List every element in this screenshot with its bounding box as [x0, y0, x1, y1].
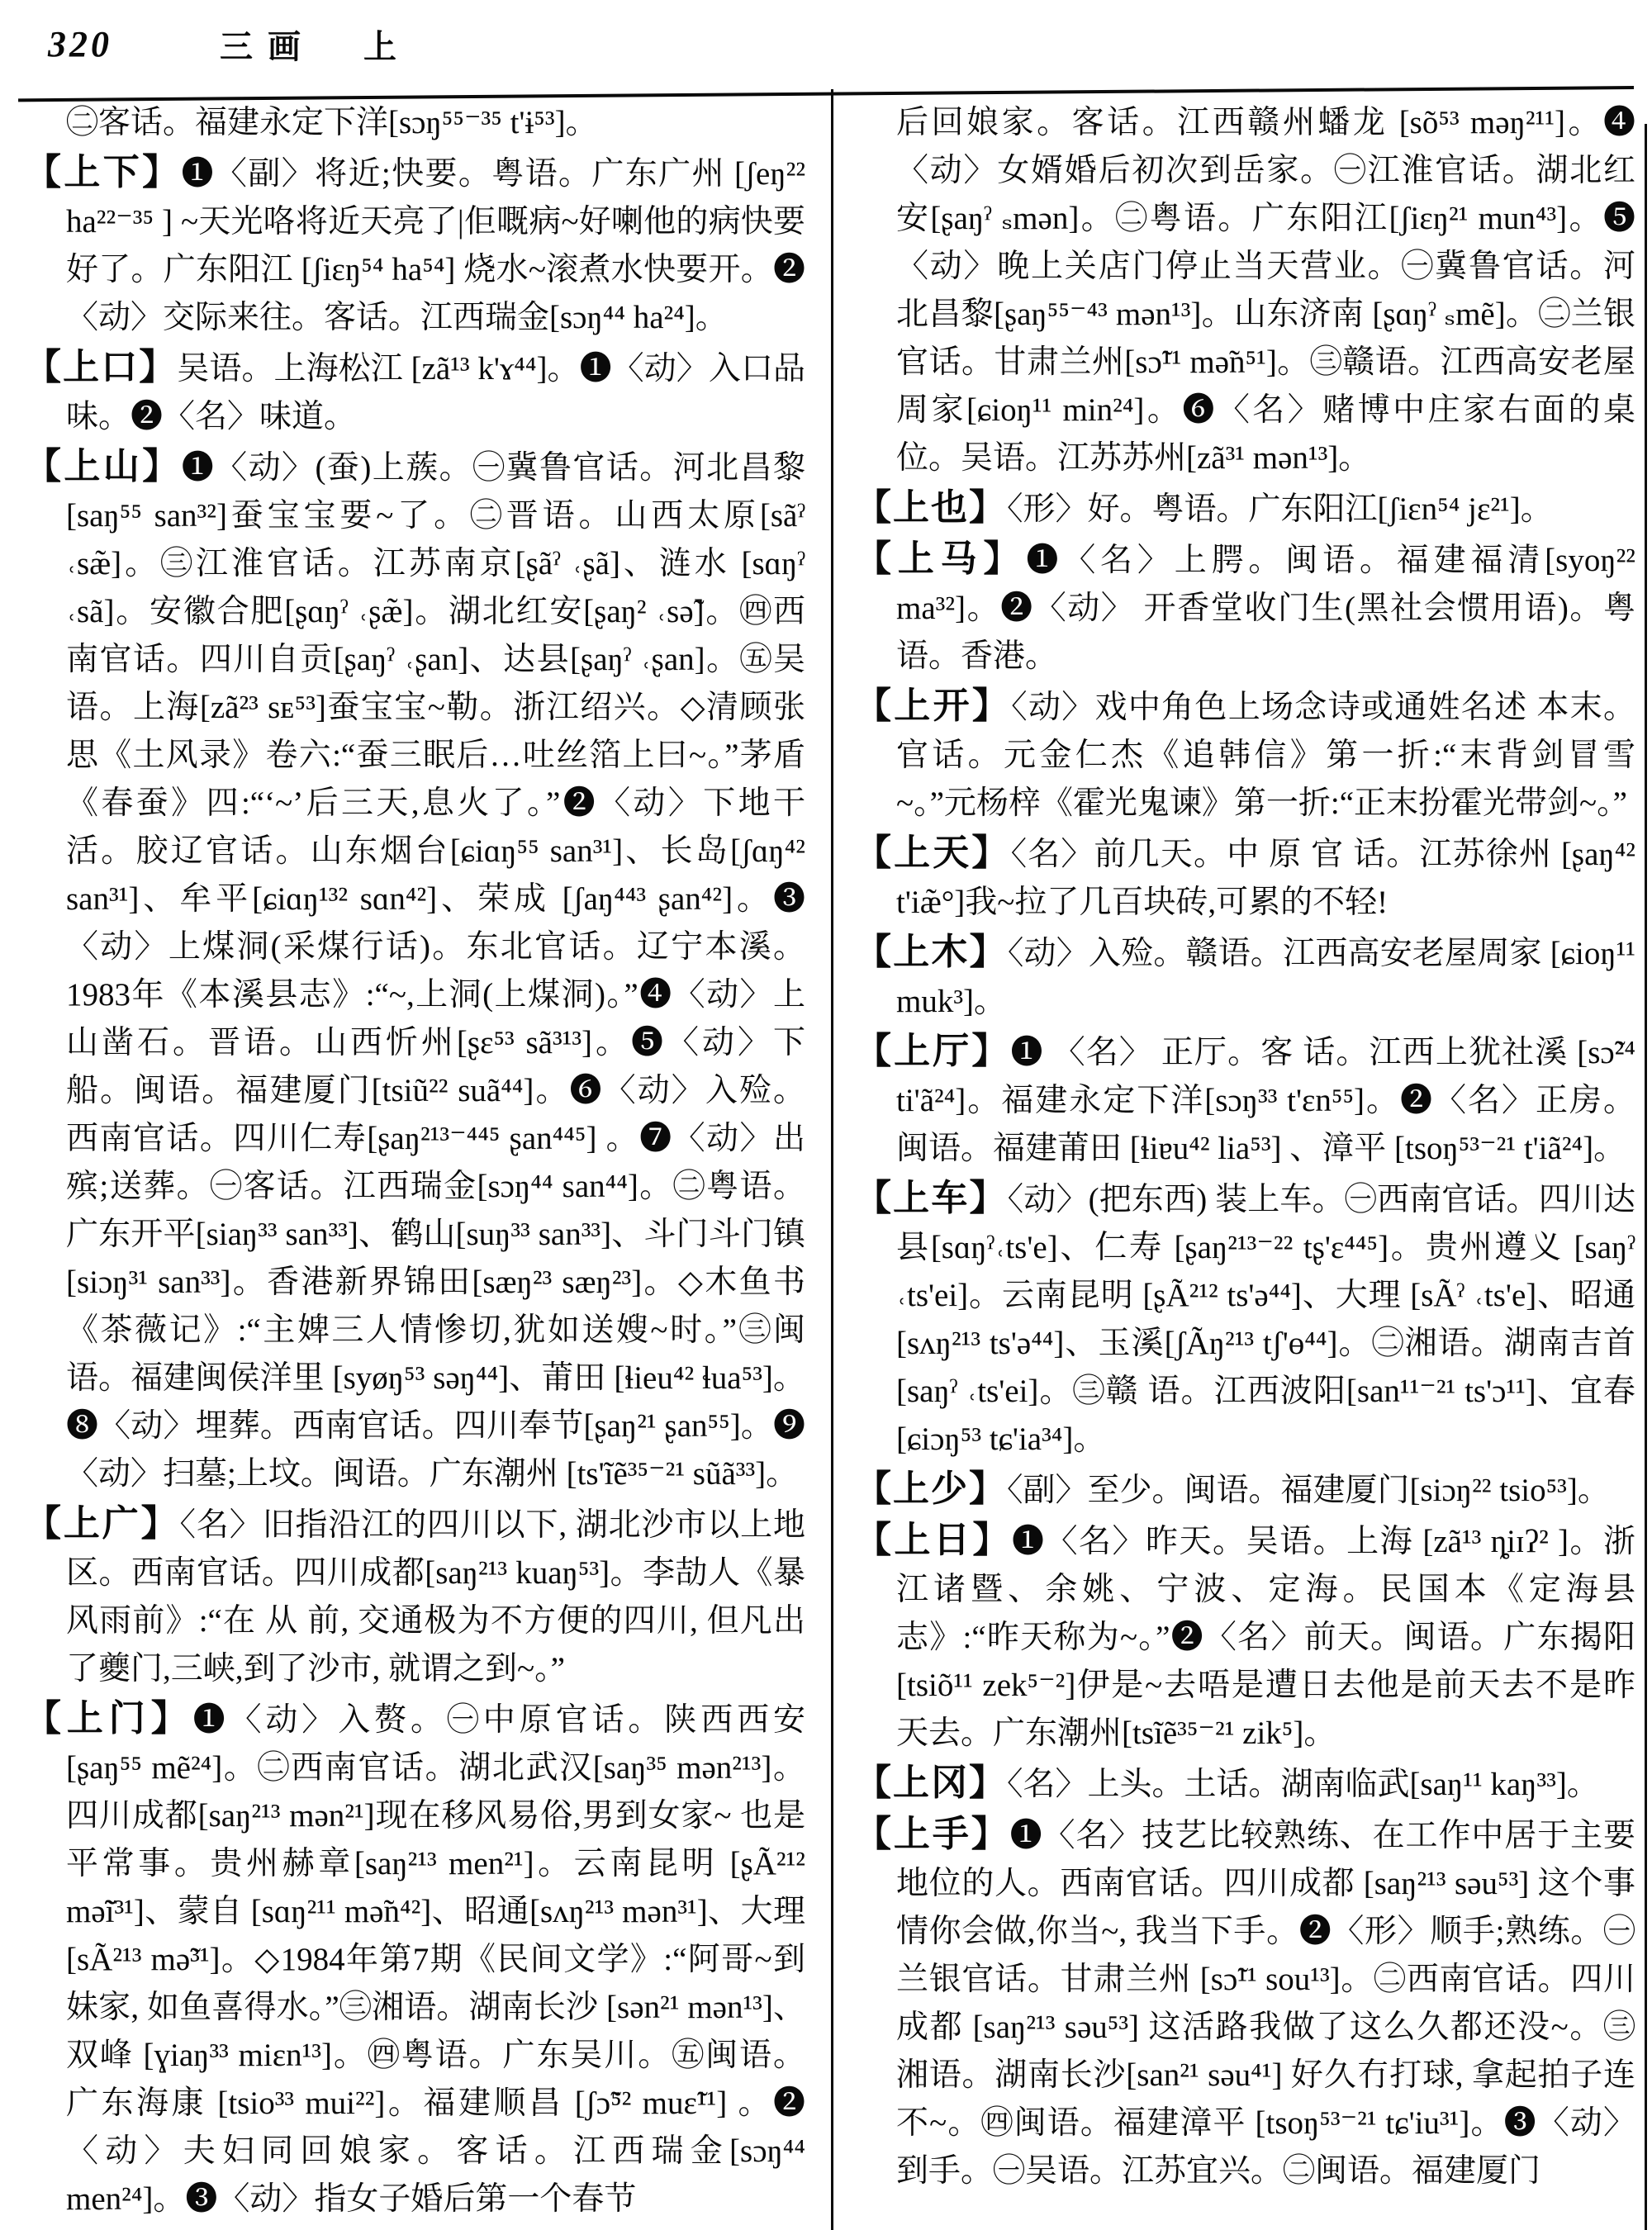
dict-entry: [855, 1810, 1635, 2195]
dict-entry: [855, 484, 1635, 534]
entry-body: ❶〈名〉上腭。闽语。福建福清[syoŋ²² ma³²]。❷〈动〉 开香堂收门生(黑社会惯用语)。粤语。香港。: [896, 543, 1636, 674]
dict-entry: [25, 149, 805, 342]
headword: 【上天】: [855, 833, 1011, 873]
dict-entry: [25, 1500, 805, 1693]
dict-entry: [855, 1759, 1635, 1809]
dict-entry: [855, 1027, 1635, 1173]
entry-continuation: [855, 99, 1635, 482]
dict-entry: [855, 682, 1635, 828]
headword: 【上马】: [855, 539, 1027, 579]
entry-body: ❶〈副〉将近;快要。粤语。广东广州 [ʃeŋ²² ha²²⁻³⁵ ] ~天光咯将近天亮了|佢嘅病~好喇他的病快要好了。广东阳江 [ʃiɛŋ⁵⁴ ha⁵⁴] 烧水~滚煮水快要开。❷〈动〉交际来往。客话。江西瑞金[sɔŋ⁴⁴ ha²⁴]。: [66, 156, 806, 335]
text-columns: [25, 99, 1635, 2225]
continuation-text: ㊁客话。福建永定下洋[sɔŋ⁵⁵⁻³⁵ t'ɨ⁵³]。: [66, 105, 598, 140]
headword: 【上开】: [855, 686, 1012, 726]
headword: 【上车】: [855, 1178, 1008, 1218]
dict-entry: [855, 1516, 1635, 1758]
headword: 【上口】: [25, 347, 178, 387]
dict-entry: [25, 1695, 805, 2223]
entry-body: 〈名〉旧指沿江的四川以下, 湖北沙市以上地区。西南官话。四川成都[saŋ²¹³ kuaŋ⁵³]。李劼人《暴风雨前》:“在 从 前, 交通极为不方便的四川, 但凡出了夔门,三峡,到了沙市, 就谓之到~。”: [66, 1507, 805, 1687]
page-number: 320: [48, 23, 112, 64]
entry-body: 〈形〉好。粤语。广东阳江[ʃiɛn⁵⁴ jɛ²¹]。: [1007, 491, 1553, 527]
entry-body: ❶〈名〉技艺比较熟练、在工作中居于主要地位的人。西南官话。四川成都 [saŋ²¹³ səu⁵³] 这个事情你会做,你当~, 我当下手。❷〈形〉顺手;熟练。㊀兰银官话。甘肃兰州 [sɔ̃¹¹ sou¹³]。㊁西南官话。四川成都 [saŋ²¹³ səu⁵³] 这活路我做了这么久都还没~。㊂湘语。湖南长沙[san²¹ səu⁴¹] 好久冇打球, 拿起拍子连不~。㊃闽语。福建漳平 [tsoŋ⁵³⁻²¹ tɕ'iu³¹]。❸〈动〉到手。㊀吴语。江苏宜兴。㊁闽语。福建厦门: [896, 1818, 1635, 2189]
page-edge-line: [1645, 124, 1647, 2230]
section-title: 三画 上: [220, 27, 411, 65]
headword: 【上日】: [855, 1520, 1013, 1560]
page-header: [48, 15, 1635, 73]
entry-body: ❶〈动〉(蚕)上蔟。㊀冀鲁官话。河北昌黎[saŋ⁵⁵ san³²]蚕宝宝要~了。㊁晋语。山西太原[sãˀ ˓sæ̃]。㊂江淮官话。江苏南京[ʂãˀ ˓ʂã]、涟水 [sɑŋˀ ˓sã]。安徽合肥[ʂɑŋˀ ˓ʂæ̃]。湖北红安[ʂaŋ² ˓sə̃]。㊃西南官话。四川自贡[ʂaŋˀ ˓ʂan]、达县[ʂaŋˀ ˓ʂan]。㊄吴语。上海[zã²³ sᴇ⁵³]蚕宝宝~勒。浙江绍兴。◇清顾张思《土风录》卷六:“蚕三眠后…吐丝箔上曰~。”茅盾《春蚕》四:“‘~’后三天,息火了。”❷〈动〉下地干活。胶辽官话。山东烟台[ɕiɑŋ⁵⁵ san³¹]、长岛[ʃɑŋ⁴² san³¹]、牟平[ɕiɑŋ¹³² sɑn⁴²]、荣成 [ʃaŋ⁴⁴³ ʂan⁴²]。❸〈动〉上煤洞(采煤行话)。东北官话。辽宁本溪。1983年《本溪县志》:“~,上洞(上煤洞)。”❹〈动〉上山凿石。晋语。山西忻州[ʂɛ⁵³ sã³¹³]。❺〈动〉下船。闽语。福建厦门[tsiũ²² suã⁴⁴]。❻〈动〉入殓。西南官话。四川仁寿[ʂaŋ²¹³⁻⁴⁴⁵ ʂan⁴⁴⁵] 。❼〈动〉出殡;送葬。㊀客话。江西瑞金[sɔŋ⁴⁴ san⁴⁴]。㊁粤语。广东开平[siaŋ³³ san³³]、鹤山[suŋ³³ san³³]、斗门斗门镇[siɔŋ³¹ san³³]。香港新界锦田[sæŋ²³ sæŋ²³]。◇木鱼书《茶薇记》:“主婢三人情惨切,犹如送嫂~时。”㊂闽语。福建闽侯洋里 [syøŋ⁵³ səŋ⁴⁴]、莆田 [ɬieu⁴² ɬua⁵³]。❽〈动〉埋葬。西南官话。四川奉节[ʂaŋ²¹ ʂan⁵⁵]。❾〈动〉扫墓;上坟。闽语。广东潮州 [ts'ĩẽ³⁵⁻²¹ sũã³³]。: [66, 450, 805, 1492]
dict-entry: [25, 443, 805, 1498]
headword: 【上少】: [855, 1468, 1007, 1509]
headword: 【上门】: [25, 1698, 193, 1739]
headword: 【上厅】: [855, 1031, 1011, 1071]
entry-body: 吴语。上海松江 [zã¹³ k'ɤ⁴⁴]。❶〈动〉入口品味。❷〈名〉味道。: [66, 351, 806, 434]
entry-body: 〈名〉前几天。中 原 官 话。江苏徐州 [ʂaŋ⁴² t'iæ̃°]我~拉了几百块砖,可累的不轻!: [896, 837, 1635, 920]
entry-body: ❶〈动〉入赘。㊀中原官话。陕西西安 [ʂaŋ⁵⁵ mẽ²⁴]。㊁西南官话。湖北武汉[saŋ³⁵ mən²¹³]。四川成都[saŋ²¹³ mən²¹]现在移风易俗,男到女家~ 也是平常事。贵州赫章[saŋ²¹³ men²¹]。云南昆明 [ʂÃ²¹² mə̃ĩ³¹]、蒙自 [sɑŋ²¹¹ mə̃n⁴²]、昭通[sʌŋ²¹³ mən³¹]、大理[sÃ²¹³ mə̃³¹]。◇1984年第7期《民间文学》:“阿哥~到妹家, 如鱼喜得水。”㊂湘语。湖南长沙 [sən²¹ mən¹³]、双峰 [ɣiaŋ³³ miɛn¹³]。㊃粤语。广东吴川。㊄闽语。广东海康 [tsio³³ mui²²]。福建顺昌 [ʃɔ̃⁵² muɛ̃¹¹] 。❷〈动〉夫妇同回娘家。客话。江西瑞金[sɔŋ⁴⁴ men²⁴]。❸〈动〉指女子婚后第一个春节: [66, 1702, 805, 2217]
headword: 【上也】: [855, 487, 1007, 528]
entry-body: 〈动〉戏中角色上场念诗或通姓名述 本末。官话。元金仁杰《追韩信》第一折:“末背剑冒雪~。”元杨梓《霍光鬼谏》第一折:“正末扮霍光带剑~。”: [896, 690, 1635, 821]
dict-entry: [855, 829, 1635, 927]
continuation-text: 后回娘家。客话。江西赣州蟠龙 [sõ⁵³ məŋ²¹¹]。❹〈动〉女婿婚后初次到岳家。㊀江淮官话。湖北红安[ʂaŋˀ ₛmən]。㊁粤语。广东阳江[ʃiɛŋ²¹ mun⁴³]。❺〈动〉晚上关店门停止当天营业。㊀冀鲁官话。河北昌黎[ʂaŋ⁵⁵⁻⁴³ mən¹³]。山东济南 [ʂɑŋˀ ₛmẽ]。㊁兰银官话。甘肃兰州[sɔ̃¹¹ mə̃n⁵¹]。㊂赣语。江西高安老屋周家[ɕioŋ¹¹ min²⁴]。❻〈名〉赌博中庄家右面的桌位。吴语。江苏苏州[zã³¹ mən¹³]。: [896, 105, 1635, 476]
headword: 【上木】: [855, 932, 1008, 972]
dict-entry: [855, 1465, 1635, 1515]
left-column: [25, 99, 805, 2225]
headword: 【上广】: [25, 1503, 180, 1544]
entry-body: ❶〈名〉昨天。吴语。上海 [zã¹³ ȵiɪʔ² ]。浙江诸暨、余姚、宁波、定海。民国本《定海县志》:“昨天称为~。”❷〈名〉前天。闽语。广东揭阳 [tsiõ¹¹ zek⁵⁻²]伊是~去唔是遭日去他是前天去不是昨天去。广东潮州[tsĩẽ³⁵⁻²¹ zik⁵]。: [896, 1524, 1636, 1751]
dict-entry: [855, 535, 1635, 681]
headword: 【上下】: [25, 152, 182, 192]
entry-body: ❶ 〈名〉 正厅。客 话。江西上犹社溪 [sɔ̃²⁴ ti'ã²⁴]。福建永定下洋[sɔŋ³³ t'ɛn⁵⁵]。❷〈名〉正房。闽语。福建莆田 [ɬiɐu⁴² lia⁵³] 、漳平 [tsoŋ⁵³⁻²¹ t'iã²⁴]。: [896, 1035, 1636, 1166]
headword: 【上手】: [855, 1814, 1010, 1854]
dict-entry: [855, 1174, 1635, 1464]
right-column: [855, 99, 1635, 2225]
headword: 【上冈】: [855, 1763, 1007, 1803]
dict-entry: [855, 928, 1635, 1026]
entry-body: 〈动〉(把东西) 装上车。㊀西南官话。四川达县[sɑŋˀ˓ts'e]、仁寿 [ʂaŋ²¹³⁻²² tʂ'ɛ⁴⁴⁵]。贵州遵义 [saŋˀ ˓ts'ei]。云南昆明 [ʂÃ²¹² ts'ə⁴⁴]、大理 [sÃˀ ˓ts'e]、昭通[sʌŋ²¹³ ts'ə⁴⁴]、玉溪[ʃÃŋ²¹³ tʃ'ɵ⁴⁴]。㊁湘语。湖南吉首 [saŋˀ ˓ts'ei]。㊂赣 语。江西波阳[san¹¹⁻²¹ ts'ɔ¹¹]、宜春[ɕiɔŋ⁵³ tɕ'ia³⁴]。: [896, 1182, 1636, 1457]
entry-body: 〈副〉至少。闽语。福建厦门[siɔŋ²² tsio⁵³]。: [1007, 1473, 1610, 1508]
headword: 【上山】: [25, 446, 182, 486]
entry-body: 〈名〉上头。土话。湖南临武[saŋ¹¹ kaŋ³³]。: [1007, 1767, 1599, 1802]
entry-continuation: [25, 99, 805, 147]
dict-entry: [25, 344, 805, 441]
entry-body: 〈动〉入殓。赣语。江西高安老屋周家 [ɕioŋ¹¹ muk³]。: [896, 936, 1636, 1019]
